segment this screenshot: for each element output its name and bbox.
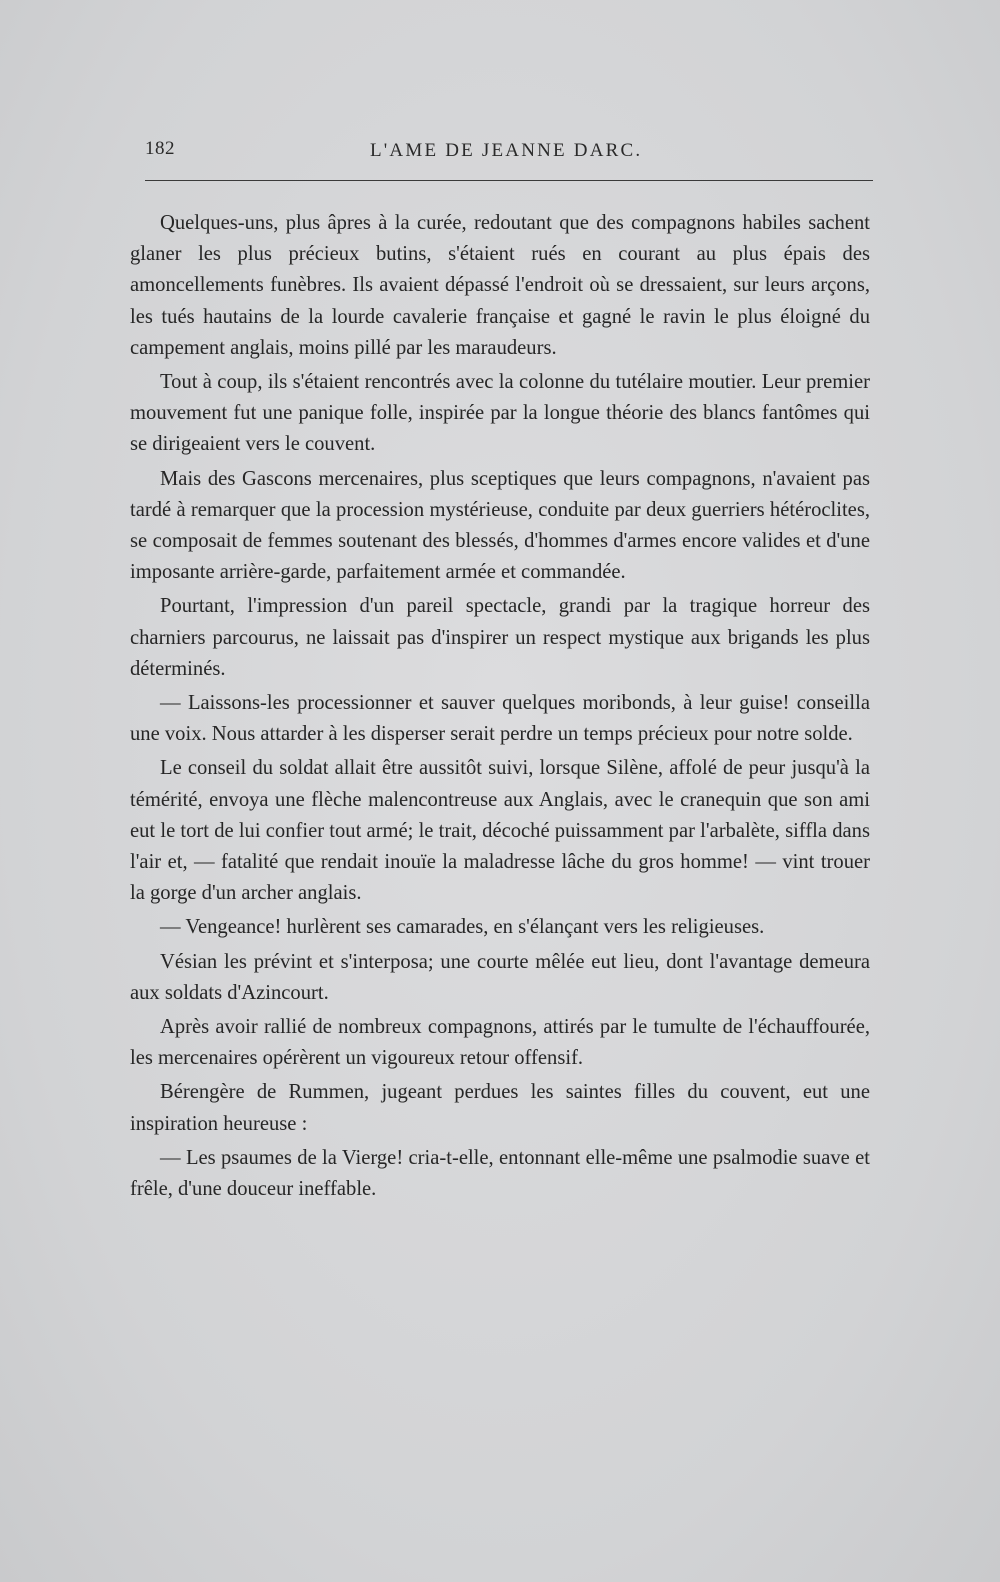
paragraph: Mais des Gascons mercenaires, plus sceptiques que leurs compagnons, n'avaient pas tardé à remarquer que la procession mystérieuse, conduite par deux guerriers hétéroclites, se composait de femmes soutenant des blessés, d'hommes d'armes encore valides et d'une imposante arrière-garde, parfaitement armée et commandée. <box>130 467 870 584</box>
running-title: L'AME DE JEANNE DARC. <box>370 140 643 161</box>
paragraph: Vésian les prévint et s'interposa; une courte mêlée eut lieu, dont l'avantage demeura aux soldats d'Azincourt. <box>130 950 870 1004</box>
paragraph: Après avoir rallié de nombreux compagnons, attirés par le tumulte de l'échauffourée, les mercenaires opérèrent un vigoureux retour offensif. <box>130 1016 870 1070</box>
paragraph: Pourtant, l'impression d'un pareil spectacle, grandi par la tragique horreur des charniers parcourus, ne laissait pas d'inspirer un respect mystique aux brigands les plus déterminés. <box>130 595 870 680</box>
paragraph: Le conseil du soldat allait être aussitôt suivi, lorsque Silène, affolé de peur jusqu'à la témérité, envoya une flèche malencontreuse aux Anglais, avec le cranequin que son ami eut le tort de lui confier tout armé; le trait, décoché puissamment par l'arbalète, siffla dans l'air et, — fatalité que rendait inouïe la maladresse lâche du gros homme! — vint trouer la gorge d'un archer anglais. <box>130 757 870 905</box>
header-rule <box>145 180 873 181</box>
paragraph: Bérengère de Rummen, jugeant perdues les saintes filles du couvent, eut une inspiration heureuse : <box>130 1081 870 1135</box>
paragraph: — Laissons-les processionner et sauver quelques moribonds, à leur guise! conseilla une voix. Nous attarder à les disperser serait perdre un temps précieux pour notre solde. <box>130 692 870 746</box>
page-number: 182 <box>145 138 175 159</box>
paragraph: Tout à coup, ils s'étaient rencontrés avec la colonne du tutélaire moutier. Leur premier mouvement fut une panique folle, inspirée par la longue théorie des blancs fantômes qui se dirigeaient vers le couvent. <box>130 371 870 456</box>
paragraph: Quelques-uns, plus âpres à la curée, redoutant que des compagnons habiles sachent glaner les plus précieux butins, s'étaient rués en courant au plus épais des amoncellements funèbres. Ils avaient dépassé l'endroit où se dressaient, sur leurs arçons, les tués hautains de la lourde cavalerie française et gagné le ravin le plus éloigné du campement anglais, moins pillé par les maraudeurs. <box>130 212 870 359</box>
body-text <box>130 208 870 1208</box>
paragraph: — Vengeance! hurlèrent ses camarades, en s'élançant vers les religieuses. <box>160 916 765 939</box>
page-header <box>145 138 870 168</box>
paragraph: — Les psaumes de la Vierge! cria-t-elle, entonnant elle-même une psalmodie suave et frêle, d'une douceur ineffable. <box>130 1146 870 1201</box>
